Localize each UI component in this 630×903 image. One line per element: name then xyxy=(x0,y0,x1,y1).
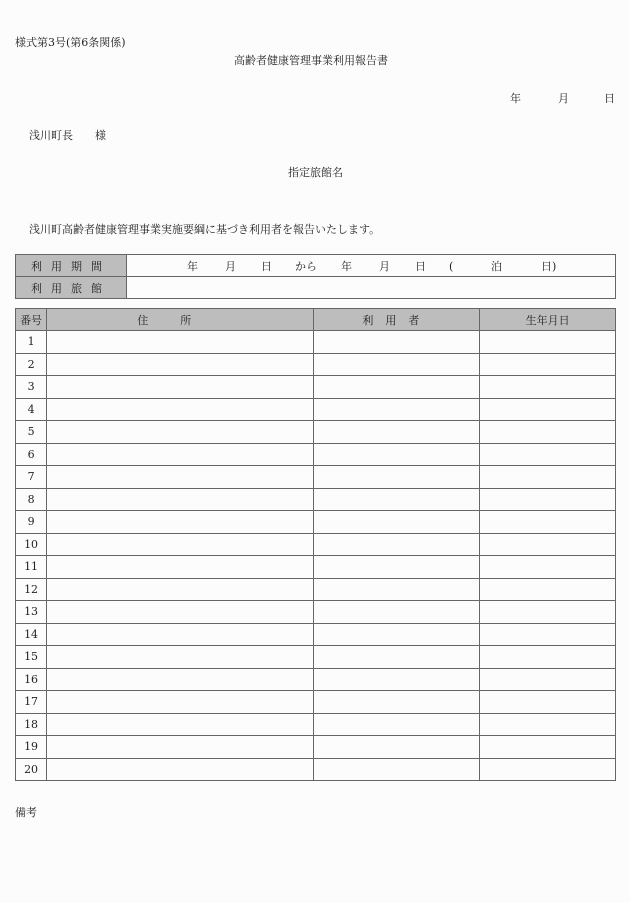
dob-cell[interactable] xyxy=(480,466,616,489)
row-number: 16 xyxy=(16,668,47,691)
dob-cell[interactable] xyxy=(480,556,616,579)
user-cell[interactable] xyxy=(314,421,480,444)
row-number: 15 xyxy=(16,646,47,669)
row-number: 17 xyxy=(16,691,47,714)
user-cell[interactable] xyxy=(314,376,480,399)
designated-inn-label: 指定旅館名 xyxy=(288,166,343,179)
address-cell[interactable] xyxy=(47,488,314,511)
address-cell[interactable] xyxy=(47,533,314,556)
dob-cell[interactable] xyxy=(480,758,616,781)
address-cell[interactable] xyxy=(47,376,314,399)
table-row xyxy=(16,713,616,736)
period-row xyxy=(16,255,616,277)
row-number: 2 xyxy=(16,353,47,376)
period-nights: 泊 xyxy=(491,259,502,273)
dob-cell[interactable] xyxy=(480,398,616,421)
address-cell[interactable] xyxy=(47,421,314,444)
address-cell[interactable] xyxy=(47,623,314,646)
table-row xyxy=(16,736,616,759)
table-row xyxy=(16,556,616,579)
row-number: 8 xyxy=(16,488,47,511)
period-table xyxy=(15,254,616,299)
row-number: 20 xyxy=(16,758,47,781)
table-row xyxy=(16,691,616,714)
header-no: 番号 xyxy=(16,309,47,331)
row-number: 1 xyxy=(16,331,47,354)
user-cell[interactable] xyxy=(314,758,480,781)
date-year: 年 xyxy=(510,92,521,105)
period-year1: 年 xyxy=(187,259,198,273)
dob-cell[interactable] xyxy=(480,601,616,624)
row-number: 10 xyxy=(16,533,47,556)
row-number: 13 xyxy=(16,601,47,624)
user-cell[interactable] xyxy=(314,443,480,466)
row-number: 12 xyxy=(16,578,47,601)
period-day1: 日 xyxy=(261,259,272,273)
row-number: 18 xyxy=(16,713,47,736)
user-cell[interactable] xyxy=(314,556,480,579)
address-cell[interactable] xyxy=(47,398,314,421)
dob-cell[interactable] xyxy=(480,691,616,714)
header-user: 利用者 xyxy=(314,309,480,331)
address-cell[interactable] xyxy=(47,713,314,736)
table-row xyxy=(16,488,616,511)
table-row xyxy=(16,601,616,624)
user-cell[interactable] xyxy=(314,353,480,376)
period-value[interactable] xyxy=(127,255,616,277)
inn-label: 利用旅館 xyxy=(16,277,127,299)
period-days: 日) xyxy=(541,259,557,273)
user-cell[interactable] xyxy=(314,488,480,511)
address-cell[interactable] xyxy=(47,668,314,691)
remarks-label: 備考 xyxy=(15,806,37,819)
dob-cell[interactable] xyxy=(480,533,616,556)
dob-cell[interactable] xyxy=(480,443,616,466)
row-number: 3 xyxy=(16,376,47,399)
user-cell[interactable] xyxy=(314,466,480,489)
dob-cell[interactable] xyxy=(480,668,616,691)
address-cell[interactable] xyxy=(47,758,314,781)
user-cell[interactable] xyxy=(314,533,480,556)
report-statement: 浅川町高齢者健康管理事業実施要綱に基づき利用者を報告いたします。 xyxy=(29,223,381,236)
users-table xyxy=(15,308,616,781)
users-header-row xyxy=(16,309,616,331)
date-day: 日 xyxy=(604,92,615,105)
address-cell[interactable] xyxy=(47,511,314,534)
dob-cell[interactable] xyxy=(480,488,616,511)
table-row xyxy=(16,578,616,601)
dob-cell[interactable] xyxy=(480,331,616,354)
table-row xyxy=(16,623,616,646)
inn-value[interactable] xyxy=(127,277,616,299)
addressee: 浅川町長 様 xyxy=(29,129,106,142)
row-number: 19 xyxy=(16,736,47,759)
table-row xyxy=(16,646,616,669)
row-number: 11 xyxy=(16,556,47,579)
address-cell[interactable] xyxy=(47,646,314,669)
address-cell[interactable] xyxy=(47,331,314,354)
dob-cell[interactable] xyxy=(480,713,616,736)
user-cell[interactable] xyxy=(314,713,480,736)
address-cell[interactable] xyxy=(47,466,314,489)
period-day2: 日 xyxy=(415,259,426,273)
user-cell[interactable] xyxy=(314,691,480,714)
dob-cell[interactable] xyxy=(480,623,616,646)
row-number: 14 xyxy=(16,623,47,646)
row-number: 6 xyxy=(16,443,47,466)
row-number: 5 xyxy=(16,421,47,444)
dob-cell[interactable] xyxy=(480,421,616,444)
period-year2: 年 xyxy=(341,259,352,273)
user-cell[interactable] xyxy=(314,511,480,534)
row-number: 7 xyxy=(16,466,47,489)
table-row xyxy=(16,421,616,444)
date-month: 月 xyxy=(558,92,569,105)
dob-cell[interactable] xyxy=(480,511,616,534)
address-cell[interactable] xyxy=(47,601,314,624)
user-cell[interactable] xyxy=(314,601,480,624)
user-cell[interactable] xyxy=(314,578,480,601)
table-row xyxy=(16,376,616,399)
row-number: 4 xyxy=(16,398,47,421)
period-paren: ( xyxy=(449,259,454,273)
table-row xyxy=(16,353,616,376)
header-address: 住所 xyxy=(47,309,314,331)
form-number: 様式第3号(第6条関係) xyxy=(15,36,126,49)
dob-cell[interactable] xyxy=(480,646,616,669)
period-month1: 月 xyxy=(225,259,236,273)
report-date xyxy=(510,90,615,106)
table-row xyxy=(16,511,616,534)
address-cell[interactable] xyxy=(47,353,314,376)
period-month2: 月 xyxy=(379,259,390,273)
table-row xyxy=(16,758,616,781)
user-cell[interactable] xyxy=(314,623,480,646)
table-row xyxy=(16,533,616,556)
user-cell[interactable] xyxy=(314,668,480,691)
document-title: 高齢者健康管理事業利用報告書 xyxy=(234,54,388,67)
period-label: 利用期間 xyxy=(16,255,127,277)
table-row xyxy=(16,466,616,489)
inn-row xyxy=(16,277,616,299)
dob-cell[interactable] xyxy=(480,376,616,399)
address-cell[interactable] xyxy=(47,736,314,759)
table-row xyxy=(16,443,616,466)
table-row xyxy=(16,398,616,421)
dob-cell[interactable] xyxy=(480,353,616,376)
address-cell[interactable] xyxy=(47,556,314,579)
user-cell[interactable] xyxy=(314,646,480,669)
table-row xyxy=(16,668,616,691)
user-cell[interactable] xyxy=(314,736,480,759)
table-row xyxy=(16,331,616,354)
period-from: から xyxy=(295,259,317,273)
dob-cell[interactable] xyxy=(480,736,616,759)
address-cell[interactable] xyxy=(47,578,314,601)
address-cell[interactable] xyxy=(47,691,314,714)
header-dob: 生年月日 xyxy=(480,309,616,331)
user-cell[interactable] xyxy=(314,331,480,354)
dob-cell[interactable] xyxy=(480,578,616,601)
address-cell[interactable] xyxy=(47,443,314,466)
user-cell[interactable] xyxy=(314,398,480,421)
row-number: 9 xyxy=(16,511,47,534)
